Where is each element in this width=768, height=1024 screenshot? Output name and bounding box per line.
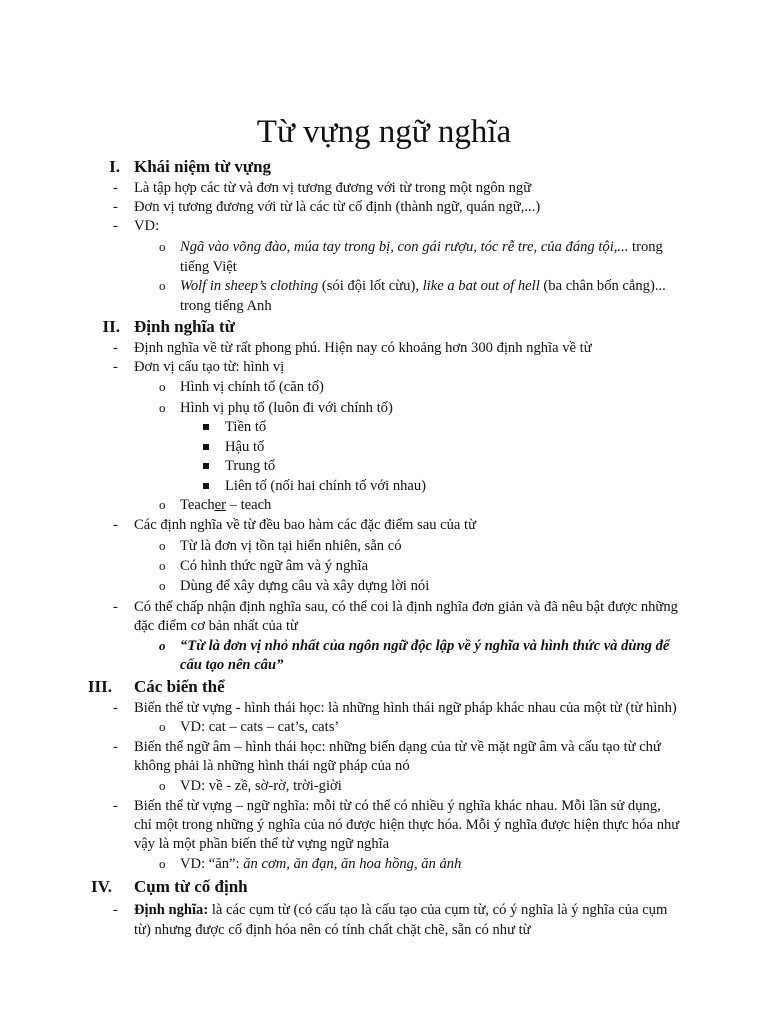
s3-bullet-3-line1: Biến thể từ vựng – ngữ nghĩa: mỗi từ có thể có nhiều ý nghĩa khác nhau. Mỗi lần sử dụng, (134, 798, 661, 814)
square-bullet-icon (203, 424, 209, 430)
s3-bullet-1: Biến thể từ vựng - hình thái học: là những hình thái ngữ pháp khác nhau của một từ (từ hình) (134, 700, 677, 716)
teach-stem: Teach (180, 497, 215, 513)
s2-teacher-example (180, 495, 271, 515)
s1-example-2-a: Wolf in sheep’s clothing (180, 278, 319, 294)
s1-bullet-1: Là tập hợp các từ và đơn vị tương đương với từ trong một ngôn ngữ (134, 180, 532, 196)
s1-example-1-rest: trong (628, 239, 663, 255)
bullet-circle: o (159, 638, 166, 653)
s2-feature-3: Dùng để xây dựng câu và xây dựng lời nói (180, 578, 430, 594)
s4-definition-label: Định nghĩa: (134, 902, 209, 918)
bullet-dash: - (113, 199, 118, 215)
definition-quote-line1: “Từ là đơn vị nhỏ nhất của ngôn ngữ độc lập về ý nghĩa và hình thức và dùng để (180, 638, 670, 654)
s1-bullet-2: Đơn vị tương đương với từ là các từ cố định (thành ngữ, quán ngữ,...) (134, 199, 541, 215)
bullet-circle: o (159, 400, 166, 415)
teach-suffix: er (214, 497, 226, 513)
s1-example-2-d: (ba chân bốn cẳng)... (539, 278, 666, 294)
definition-quote-line2: cấu tạo nên câu” (180, 657, 284, 673)
s4-bullet-1-line2: từ) nhưng được cố định hóa nên có tính chất chặt chẽ, sẵn có như từ (134, 922, 531, 938)
teach-rest: – teach (225, 497, 272, 513)
bullet-dash: - (113, 902, 118, 918)
bullet-circle: o (159, 278, 166, 293)
bullet-dash: - (113, 517, 118, 533)
s1-example-2-c: like a bat out of hell (422, 278, 540, 294)
bullet-circle: o (159, 578, 166, 593)
s2-affix-1: Tiền tố (225, 419, 267, 435)
s1-example-1-italic: Ngã vào võng đào, múa tay trong bị, con gái rượu, tóc rễ tre, của đáng tội,... (180, 239, 629, 255)
s1-example-1 (180, 237, 663, 257)
section-4-number: IV. (91, 877, 112, 896)
s3-bullet-2-line2: không phải là những hình thái ngữ pháp của nó (134, 758, 410, 774)
square-bullet-icon (203, 483, 209, 489)
s3-example-1: VD: cat – cats – cat’s, cats’ (180, 719, 340, 735)
square-bullet-icon (203, 444, 209, 450)
section-1-number: I. (109, 157, 120, 176)
s3-bullet-3-line2: chỉ một trong những ý nghĩa của nó được hiện thực hóa. Mỗi ý nghĩa được hiện thực hóa như (134, 817, 680, 833)
s1-example-2 (180, 276, 666, 296)
s3-example-3 (180, 854, 461, 874)
bullet-circle: o (159, 379, 166, 394)
s4-definition-text: là các cụm từ (có cấu tạo là cấu tạo của cụm từ, có ý nghĩa là ý nghĩa của cụm (208, 902, 668, 918)
bullet-dash: - (113, 739, 118, 755)
bullet-circle: o (159, 497, 166, 512)
bullet-dash: - (113, 798, 118, 814)
s2-feature-2: Có hình thức ngữ âm và ý nghĩa (180, 558, 369, 574)
section-2-heading: Định nghĩa từ (134, 317, 235, 336)
bullet-dash: - (113, 180, 118, 196)
bullet-dash: - (113, 218, 118, 234)
s2-bullet-4-line1: Có thể chấp nhận định nghĩa sau, có thể coi là định nghĩa đơn giản và đã nêu bật được những (134, 599, 678, 615)
bullet-circle: o (159, 239, 166, 254)
s1-example-2-b: (sói đội lốt cừu), (318, 278, 423, 294)
s2-bullet-1: Định nghĩa về từ rất phong phú. Hiện nay có khoảng hơn 300 định nghĩa về từ (134, 340, 592, 356)
s2-sub-2: Hình vị phụ tố (luôn đi với chính tố) (180, 400, 393, 416)
bullet-circle: o (159, 719, 166, 734)
s3-example-3-label: VD: “ăn”: (180, 856, 244, 872)
s2-affix-2: Hậu tố (225, 439, 265, 455)
s1-bullet-3: VD: (134, 218, 160, 234)
s2-feature-1: Từ là đơn vị tồn tại hiển nhiên, sẵn có (180, 538, 402, 554)
bullet-circle: o (159, 558, 166, 573)
section-1-heading: Khái niệm từ vựng (134, 157, 272, 176)
s3-example-2: VD: về - zề, sờ-rờ, trời-giời (180, 778, 342, 794)
s1-example-1-line2: tiếng Việt (180, 259, 237, 275)
s2-sub-1: Hình vị chính tố (căn tố) (180, 379, 324, 395)
s2-affix-4: Liên tố (nối hai chính tố với nhau) (225, 478, 427, 494)
s3-example-3-italic: ăn cơm, ăn đạn, ăn hoa hồng, ăn ảnh (243, 856, 462, 872)
s3-bullet-2-line1: Biến thể ngữ âm – hình thái học: những biến dạng của từ về mặt ngữ âm và cấu tạo từ chứ (134, 739, 661, 755)
bullet-dash: - (113, 700, 118, 716)
s2-bullet-4-line2: đặc điểm cơ bản nhất của từ (134, 618, 298, 634)
s4-bullet-1 (134, 900, 667, 920)
section-4-heading: Cụm từ cố định (134, 877, 248, 896)
s2-bullet-2: Đơn vị cấu tạo từ: hình vị (134, 359, 285, 375)
section-3-number: III. (87, 677, 112, 696)
bullet-circle: o (159, 538, 166, 553)
bullet-dash: - (113, 599, 118, 615)
bullet-dash: - (113, 359, 118, 375)
s2-affix-3: Trung tố (225, 458, 276, 474)
s1-example-2-line2: trong tiếng Anh (180, 298, 272, 314)
s3-bullet-3-line3: vậy là một phần biến thể từ vựng ngữ nghĩa (134, 836, 390, 852)
bullet-circle: o (159, 778, 166, 793)
square-bullet-icon (203, 463, 209, 469)
section-3-heading: Các biến thể (134, 677, 225, 696)
page-title: Từ vựng ngữ nghĩa (256, 114, 512, 150)
bullet-circle: o (159, 856, 166, 871)
bullet-dash: - (113, 340, 118, 356)
section-2-number: II. (102, 317, 120, 336)
s2-bullet-3: Các định nghĩa về từ đều bao hàm các đặc điểm sau của từ (134, 517, 477, 533)
